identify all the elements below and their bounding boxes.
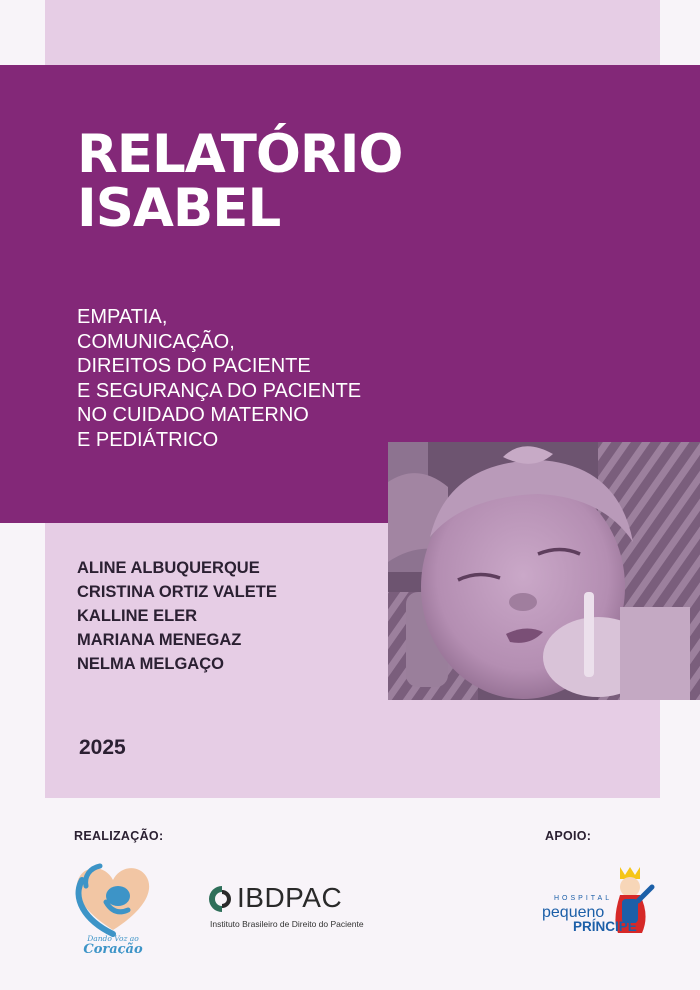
realizacao-label: REALIZAÇÃO: xyxy=(74,829,164,843)
cover-subtitle xyxy=(77,305,361,452)
subtitle-line-4: E SEGURANÇA DO PACIENTE xyxy=(77,379,362,402)
subtitle-line-1: EMPATIA, xyxy=(77,306,168,328)
author-5: NELMA MELGAÇO xyxy=(77,655,224,673)
ibdpac-mark-icon xyxy=(208,884,234,914)
author-2: CRISTINA ORTIZ VALETE xyxy=(77,583,277,601)
author-4: MARIANA MENEGAZ xyxy=(77,631,242,649)
title-line-2: ISABEL xyxy=(77,178,281,239)
apoio-label: APOIO: xyxy=(545,829,592,843)
ibdpac-name: IBDPAC xyxy=(237,882,343,913)
cover-title xyxy=(77,124,403,239)
ibdpac-subtitle: Instituto Brasileiro de Direito do Paciente xyxy=(210,919,364,929)
subtitle-line-2: COMUNICAÇÃO, xyxy=(77,330,235,353)
author-3: KALLINE ELER xyxy=(77,607,198,625)
publication-year: 2025 xyxy=(79,736,126,759)
author-1: ALINE ALBUQUERQUE xyxy=(77,559,260,577)
hospital-label: HOSPITAL xyxy=(554,895,613,902)
dando-voz-logo xyxy=(70,858,156,954)
subtitle-line-3: DIREITOS DO PACIENTE xyxy=(77,355,311,377)
subtitle-line-6: E PEDIÁTRICO xyxy=(77,428,219,451)
hospital-pequeno-principe-logo xyxy=(540,865,660,940)
dando-voz-line1: Dando Voz ao xyxy=(87,934,139,943)
author-list xyxy=(77,556,277,676)
subtitle-line-5: NO CUIDADO MATERNO xyxy=(77,404,309,426)
title-line-1: RELATÓRIO xyxy=(77,124,403,185)
pequeno-label: pequeno xyxy=(542,904,605,921)
ibdpac-logo xyxy=(208,884,378,932)
dando-voz-line2: Coração xyxy=(83,942,143,954)
principe-label: PRÍNCIPE xyxy=(573,919,637,934)
cover-photo xyxy=(388,442,700,700)
